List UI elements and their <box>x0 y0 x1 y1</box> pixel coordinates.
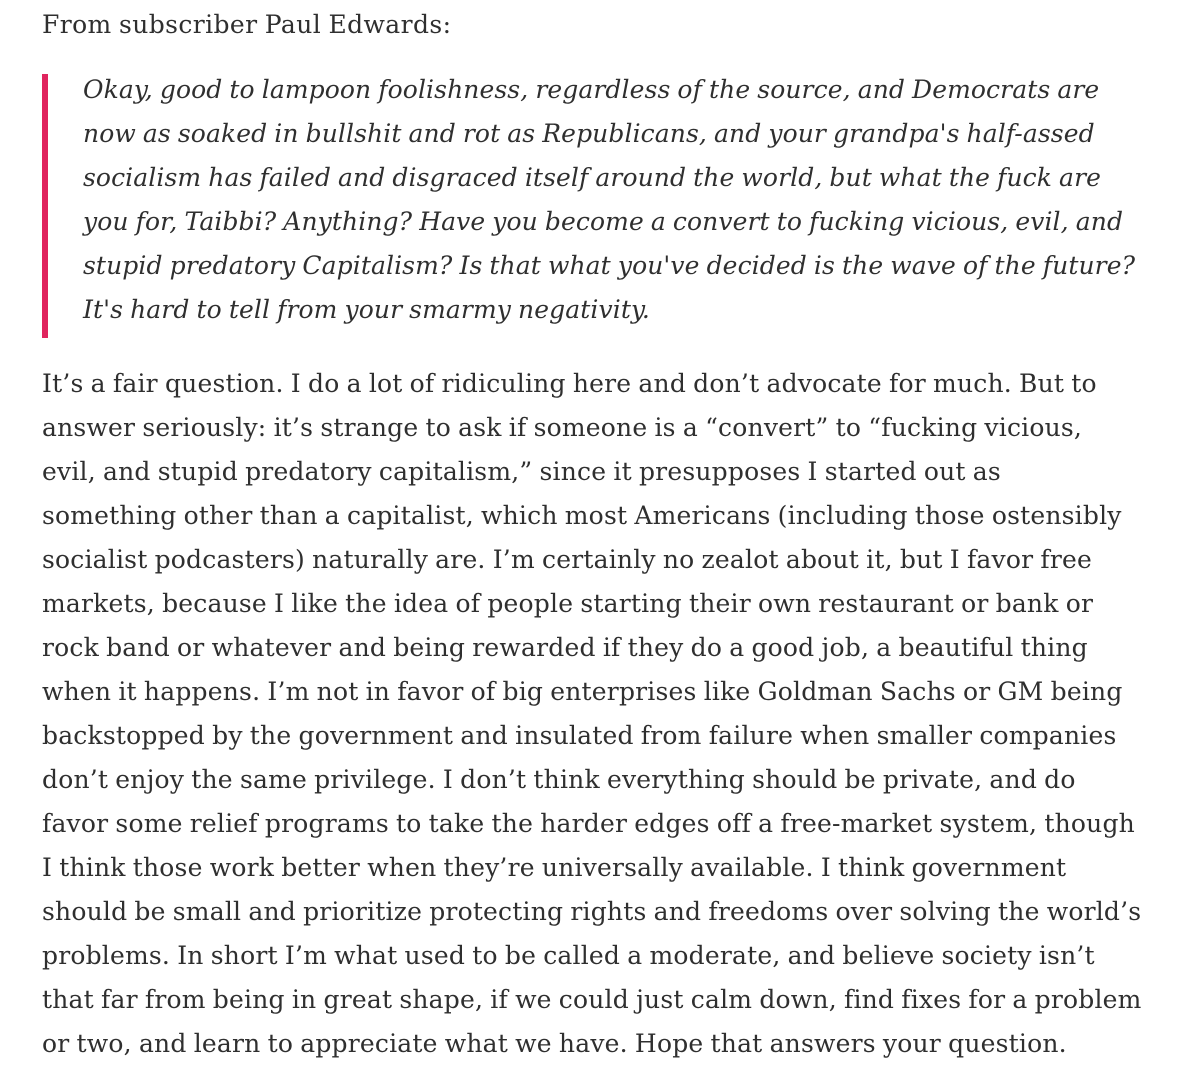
article-body <box>42 0 1142 1066</box>
intro-line: From subscriber Paul Edwards: <box>42 10 452 39</box>
response-paragraph: It’s a fair question. I do a lot of ridiculing here and don’t advocate for much. But to answer seriously: it’s strange to ask if someone is a “convert” to “fucking vicious, evil, and stupid predatory capitalism,” since it presupposes I started out as something other than a capitalist, which most Americans (including those ostensibly socialist podcasters) naturally are. I’m certainly no zealot about it, but I favor free markets, because I like the idea of people starting their own restaurant or bank or rock band or whatever and being rewarded if they do a good job, a beautiful thing when it happens. I’m not in favor of big enterprises like Goldman Sachs or GM being backstopped by the government and insulated from failure when smaller companies don’t enjoy the same privilege. I don’t think everything should be private, and do favor some relief programs to take the harder edges off a free-market system, though I think those work better when they’re universally available. I think government should be small and prioritize protecting rights and freedoms over solving the world’s problems. In short I’m what used to be called a moderate, and believe society isn’t that far from being in great shape, if we could just calm down, find fixes for a problem or two, and learn to appreciate what we have. Hope that answers your question. <box>42 369 1142 1058</box>
reader-quote <box>42 74 1142 338</box>
quote-text: Okay, good to lampoon foolishness, regardless of the source, and Democrats are now as soaked in bullshit and rot as Republicans, and your grandpa's half-assed socialism has failed and disgraced itself around the world, but what the fuck are you for, Taibbi? Anything? Have you become a convert to fucking vicious, evil, and stupid predatory Capitalism? Is that what you've decided is the wave of the future? It's hard to tell from your smarmy negativity. <box>83 75 1136 324</box>
